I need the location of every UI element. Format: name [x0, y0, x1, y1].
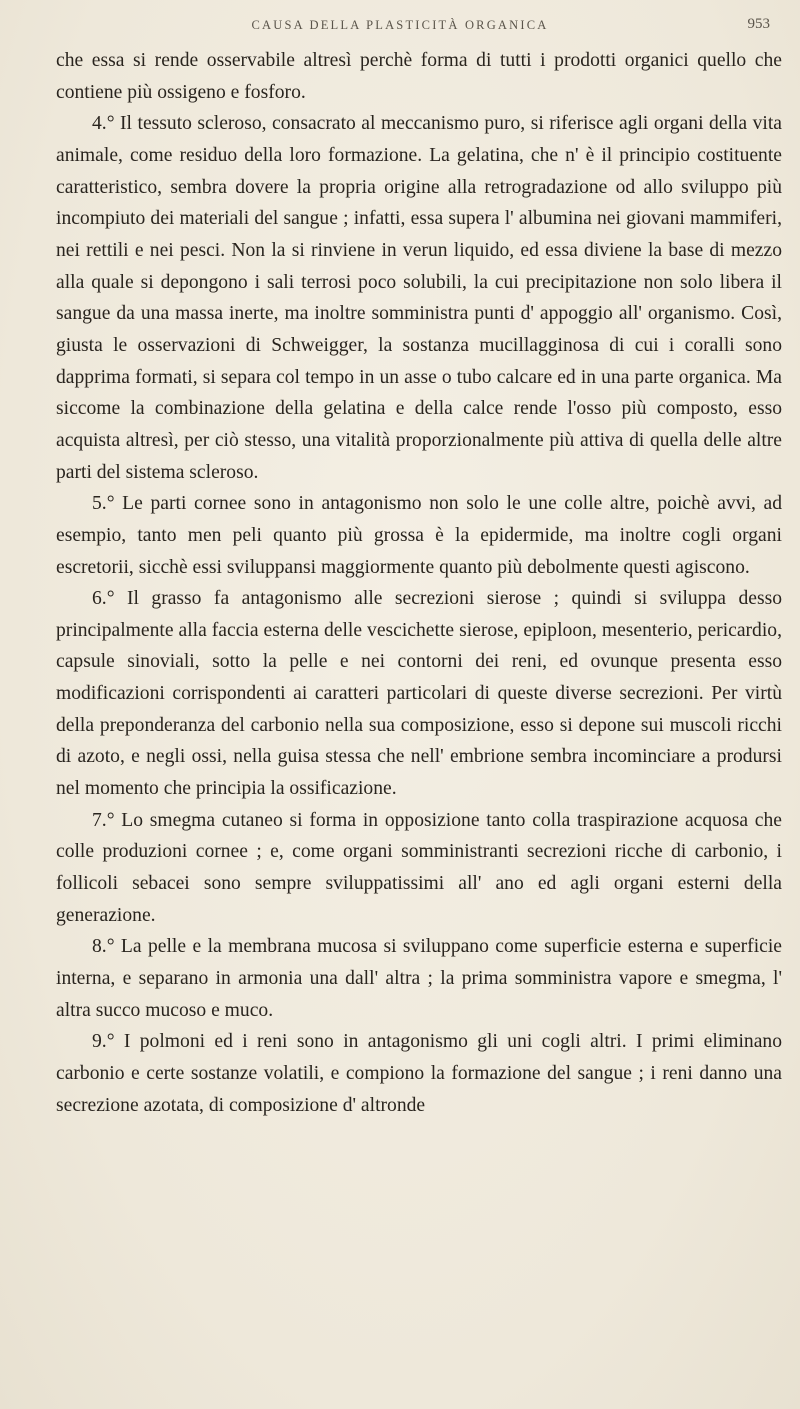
- body-text: [56, 45, 782, 1121]
- paragraph-item-6: 6.° Il grasso fa antagonismo alle secrezioni sierose ; quindi si sviluppa desso principalmente alla faccia esterna delle vescichette sierose, epiploon, mesenterio, pericardio, capsule sinoviali, sotto la pelle e nei contorni dei reni, ed ovunque presenta esso modificazioni corrispondenti ai caratteri particolari di queste diverse secrezioni. Per virtù della preponderanza del carbonio nella sua composizione, esso si depone sui muscoli ricchi di azoto, e negli ossi, nella guisa stessa che nell' embrione sembra incominciare a prodursi nel momento che principia la ossificazione.: [56, 588, 782, 800]
- paragraph-item-5: 5.° Le parti cornee sono in antagonismo non solo le une colle altre, poichè avvi, ad esempio, tanto men peli quanto più grossa è la epidermide, ma inoltre cogli organi escretorii, sicchè essi sviluppansi maggiormente quanto più debolmente questi agiscono.: [56, 493, 782, 578]
- running-title: CAUSA DELLA PLASTICITÀ ORGANICA: [251, 18, 549, 32]
- running-head: [0, 18, 800, 42]
- page-number: 953: [747, 16, 770, 32]
- paragraph-item-7: 7.° Lo smegma cutaneo si forma in opposizione tanto colla traspirazione acquosa che colle produzioni cornee ; e, come organi somministranti secrezioni ricche di carbonio, i follicoli sebacei sono sempre sviluppatissimi all' ano ed agli organi esterni della generazione.: [56, 809, 782, 926]
- paragraph-continuation: che essa si rende osservabile altresì perchè forma di tutti i prodotti organici quello che contiene più ossigeno e fosforo.: [56, 50, 782, 103]
- paragraph-item-8: 8.° La pelle e la membrana mucosa si sviluppano come superficie esterna e superficie interna, e separano in armonia una dall' altra ; la prima somministra vapore e smegma, l' altra succo mucoso e muco.: [56, 936, 782, 1021]
- paragraph-item-9: 9.° I polmoni ed i reni sono in antagonismo gli uni cogli altri. I primi eliminano carbonio e certe sostanze volatili, e compiono la formazione del sangue ; i reni danno una secrezione azotata, di composizione d' altronde: [56, 1031, 782, 1116]
- paragraph-item-4: 4.° Il tessuto scleroso, consacrato al meccanismo puro, si riferisce agli organi della vita animale, come residuo della loro formazione. La gelatina, che n' è il principio costituente caratteristico, sembra dovere la propria origine alla retrogradazione od allo sviluppo più incompiuto dei materiali del sangue ; infatti, essa supera l' albumina nei giovani mammiferi, nei rettili e nei pesci. Non la si rinviene in verun liquido, ed essa diviene la base di mezzo alla quale si depongono i sali terrosi poco solubili, la cui precipitazione non solo libera il sangue da una massa inerte, ma inoltre somministra punti d' appoggio all' organismo. Così, giusta le osservazioni di Schweigger, la sostanza mucillagginosa di cui i coralli sono dapprima formati, si separa col tempo in un asse o tubo calcare ed in una parte organica. Ma siccome la combinazione della gelatina e della calce rende l'osso più composto, esso acquista altresì, per ciò stesso, una vitalità proporzionalmente più attiva di quella delle altre parti del sistema scleroso.: [56, 113, 782, 483]
